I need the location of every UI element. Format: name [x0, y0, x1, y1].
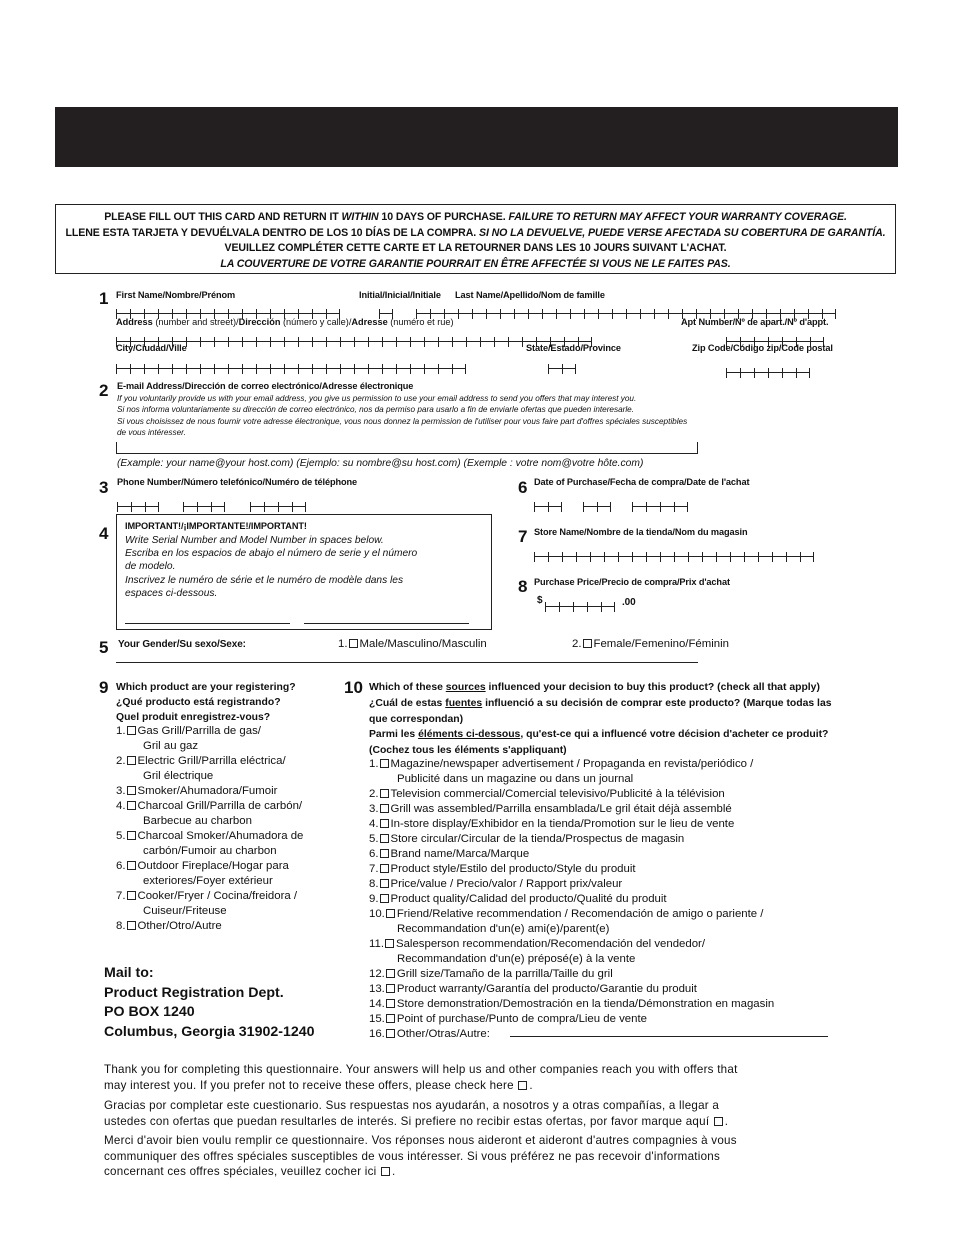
purchase-price-field[interactable]	[545, 594, 615, 607]
serial-number-field[interactable]	[125, 623, 290, 624]
first-name-field[interactable]	[116, 301, 340, 314]
header-bar	[55, 107, 898, 167]
phone-label: Phone Number/Número telefónico/Numéro de téléphone	[117, 477, 358, 487]
state-field[interactable]	[548, 356, 576, 369]
q10-checkbox[interactable]	[380, 879, 389, 888]
phone-line-field[interactable]	[250, 494, 306, 507]
q10-checkbox[interactable]	[386, 1029, 395, 1038]
q10-checkbox[interactable]	[386, 1014, 395, 1023]
important-box	[116, 514, 492, 630]
male-checkbox[interactable]	[349, 639, 358, 648]
q9-checkbox[interactable]	[127, 861, 136, 870]
email-disclaimer-fr-2: de vous intéresser.	[117, 428, 186, 437]
q9-option[interactable]: 1. Gas Grill/Parrilla de gas/	[116, 725, 261, 737]
important-title: IMPORTANT!/¡IMPORTANTE!/IMPORTANT!	[125, 521, 307, 531]
cents-label: .00	[622, 597, 636, 608]
address-field[interactable]	[116, 329, 592, 342]
section-divider	[116, 662, 698, 663]
gender-male-option[interactable]: 1. Male/Masculino/Masculin	[338, 638, 487, 650]
important-text: Write Serial Number and Model Number in spaces below. Escriba en los espacios de abajo el número de serie y el número de modelo. Inscrivez le numéro de série et le numéro de modèle dans les espaces ci-dessous.	[125, 535, 418, 599]
q10-option[interactable]: 2. Television commercial/Comercial televisivo/Publicité à la télévision	[369, 788, 725, 800]
q10-option[interactable]: 3. Grill was assembled/Parrilla ensamblada/Le gril était déjà assemblé	[369, 803, 732, 815]
mail-to-address: Mail to: Product Registration Dept. PO BOX 1240 Columbus, Georgia 31902-1240	[104, 965, 315, 1040]
initial-field[interactable]	[379, 301, 393, 314]
warranty-notice: PLEASE FILL OUT THIS CARD AND RETURN IT WITHIN 10 DAYS OF PURCHASE. FAILURE TO RETURN MAY AFFECT YOUR WARRANTY COVERAGE. LLENE ESTA TARJETA Y DEVUÉLVALA DENTRO DE LOS 10 DÍAS DE LA COMPRA. SI NO LA DEVUELVE, PUEDE VERSE AFECTADA SU COBERTURA DE GARANTÍA. VEUILLEZ COMPLÉTER CETTE CARTE ET LA RETOURNER DANS LES 10 JOURS SUIVANT L'ACHAT. LA COUVERTURE DE VOTRE GARANTIE POURRAIT EN ÊTRE AFFECTÉE SI VOUS NE LE FAITES PAS.	[55, 204, 896, 274]
email-disclaimer-fr: Si vous choisissez de nous fournir votre adresse électronique, vous nous donnez la permission de l'utiliser pour vous faire part d'offres spéciales susceptibles	[117, 417, 688, 426]
email-label: E-mail Address/Dirección de correo electrónico/Adresse électronique	[117, 381, 414, 391]
city-field[interactable]	[116, 356, 466, 369]
email-example: (Example: your name@your host.com) (Ejemplo: su nombre@su host.com) (Exemple : votre nom@votre hôte.com)	[117, 458, 644, 469]
q10-option[interactable]: 4. In-store display/Exhibidor en la tienda/Promotion sur le lieu de vente	[369, 818, 735, 830]
q10-checkbox[interactable]	[386, 999, 395, 1008]
purchase-year-field[interactable]	[632, 494, 688, 507]
q10-option[interactable]: 10. Friend/Relative recommendation / Recomendación de amigo o pariente /	[369, 908, 764, 920]
q10-checkbox[interactable]	[380, 789, 389, 798]
opt-out-checkbox-fr[interactable]	[381, 1167, 390, 1176]
zip-label: Zip Code/Código zip/Code postal	[692, 343, 833, 353]
apt-field[interactable]	[726, 329, 824, 342]
footer-french: Merci d'avoir bien voulu remplir ce questionnaire. Vos réponses nous aideront et aideront d'autres compagnies à vous communiquer des offres spéciales susceptibles de vous intéresser. Si vous préférez ne pas recevoir d'informations concernant ces offres spéciales, veuillez cocher ici .	[104, 1134, 737, 1179]
q10-checkbox[interactable]	[380, 864, 389, 873]
q10-checkbox[interactable]	[380, 819, 389, 828]
q5-number: 5	[99, 638, 109, 657]
model-number-field[interactable]	[304, 623, 469, 624]
q10-checkbox[interactable]	[380, 804, 389, 813]
q10-option[interactable]: 7. Product style/Estilo del producto/Style du produit	[369, 863, 636, 875]
gender-label: Your Gender/Su sexo/Sexe:	[118, 639, 246, 650]
store-name-label: Store Name/Nombre de la tienda/Nom du magasin	[534, 527, 748, 537]
q9-option[interactable]: 7. Cooker/Fryer / Cocina/freidora /	[116, 890, 298, 902]
q4-number: 4	[99, 524, 109, 543]
purchase-price-label: Purchase Price/Precio de compra/Prix d'achat	[534, 577, 730, 587]
q10-checkbox[interactable]	[386, 969, 395, 978]
q9-option[interactable]: 4. Charcoal Grill/Parrilla de carbón/	[116, 800, 303, 812]
state-label: State/Estado/Province	[526, 343, 621, 353]
q9-checkbox[interactable]	[127, 831, 136, 840]
address-label: Address (number and street)/Dirección (número y calle)/Adresse (numéro et rue)	[116, 317, 454, 327]
q10-title: Which of these sources influenced your decision to buy this product? (check all that apply) ¿Cuál de estas fuentes influenció a su decisión de comprar este producto? (Marque todas las que correspondan) Parmi les éléments ci-dessous, qu'est-ce qui a influencé votre décision d'acheter ce produit? (Cochez tous les éléments s'appliquant)	[369, 682, 832, 757]
q9-title: Which product are your registering? ¿Qué producto está registrando? Quel produit enregistrez-vous?	[116, 682, 296, 724]
q10-number: 10	[344, 678, 363, 697]
initial-label: Initial/Inicial/Initiale	[359, 290, 441, 300]
q9-checkbox[interactable]	[127, 921, 136, 930]
q3-number: 3	[99, 478, 109, 497]
store-name-field[interactable]	[534, 544, 814, 557]
q10-option[interactable]: 1. Magazine/newspaper advertisement / Propaganda en revista/periódico /	[369, 758, 754, 770]
first-name-label: First Name/Nombre/Prénom	[116, 290, 236, 300]
q10-checkbox[interactable]	[386, 984, 395, 993]
q9-option[interactable]: 6. Outdoor Fireplace/Hogar para	[116, 860, 289, 872]
q1-number: 1	[99, 289, 109, 308]
q2-number: 2	[99, 381, 109, 400]
q9-options: 1. Gas Grill/Parrilla de gas/ Gril au gaz 2. Electric Grill/Parrilla eléctrica/ Gril électrique 3. Smoker/Ahumadora/Fumoir 4. Charcoal Grill/Parrilla de carbón/ Barbecue au charbon 5. Charcoal Smoker/Ahumadora de carbón/Fumoir au charbon 6. Outdoor Fireplace/Hogar para exteriores/Foyer extérieur 7. Cooker/Fryer / Cocina/freidora / Cuiseur/Friteuse 8. Other/Otro/Autre	[116, 725, 304, 932]
purchase-date-label: Date of Purchase/Fecha de compra/Date de l'achat	[534, 477, 750, 487]
q10-checkbox[interactable]	[380, 759, 389, 768]
q10-option[interactable]: 5. Store circular/Circular de la tienda/Prospectus de magasin	[369, 833, 685, 845]
q10-option[interactable]: 14. Store demonstration/Demostración en la tienda/Démonstration en magasin	[369, 998, 775, 1010]
q9-option[interactable]: 2. Electric Grill/Parrilla eléctrica/	[116, 755, 286, 767]
apt-label: Apt Number/Nº de apart./Nº d'appt.	[681, 317, 829, 327]
q9-checkbox[interactable]	[127, 786, 136, 795]
q10-options: 1. Magazine/newspaper advertisement / Propaganda en revista/periódico / Publicité dans un magazine ou dans un journal 2. Television commercial/Comercial televisivo/Publicité à la télévision 3. Grill was assembled/Parrilla ensamblada/Le gril était déjà assemblé 4. In-store display/Exhibidor en la tienda/Promotion sur le lieu de vente 5. Store circular/Circular de la tienda/Prospectus de magasin 6. Brand name/Marca/Marque 7. Product style/Estilo del producto/Style du produit 8. Price/value / Precio/valor / Rapport prix/valeur 9. Product quality/Calidad del producto/Qualité du produit 10. Friend/Relative recommendation / Recomendación de amigo o pariente / Recommandation d'un(e) ami(e)/parent(e) 11. Salesperson recommendation/Recomendación del vendedor/ Recommandation d'un(e) préposé(e) à la vente 12. Grill size/Tamaño de la parrilla/Taille du gril 13. Product warranty/Garantía del producto/Garantie du produit 14. Store demonstration/Demostración en la tienda/Démonstration en magasin 15. Point of purchase/Punto de compra/Lieu de vente 16. Other/Otras/Autre:	[369, 758, 775, 1040]
footer-spanish: Gracias por completar este cuestionario. Sus respuestas nos ayudarán, a nosotros y a otras compañías, a llegar a ustedes con ofertas que puedan resultarles de interés. Si prefiere no recibir estas ofertas, por favor marque aquí .	[104, 1099, 729, 1128]
q9-checkbox[interactable]	[127, 801, 136, 810]
q8-number: 8	[518, 577, 528, 596]
footer-english: Thank you for completing this questionnaire. Your answers will help us and other companies reach you with offers that may interest you. If you prefer not to receive these offers, please check here .	[104, 1063, 738, 1092]
q10-option[interactable]: 9. Product quality/Calidad del producto/Qualité du produit	[369, 893, 667, 905]
q9-option[interactable]: 3. Smoker/Ahumadora/Fumoir	[116, 785, 278, 797]
other-sources-field[interactable]	[510, 1036, 828, 1037]
q10-checkbox[interactable]	[380, 834, 389, 843]
last-name-field[interactable]	[416, 301, 836, 314]
q10-option[interactable]: 8. Price/value / Precio/valor / Rapport prix/valeur	[369, 878, 623, 890]
city-label: City/Ciudad/Ville	[116, 343, 187, 353]
purchase-day-field[interactable]	[583, 494, 611, 507]
q10-option[interactable]: 6. Brand name/Marca/Marque	[369, 848, 530, 860]
q10-checkbox[interactable]	[380, 849, 389, 858]
gender-female-option[interactable]: 2. Female/Femenino/Féminin	[572, 638, 729, 650]
q10-option[interactable]: 16. Other/Otras/Autre:	[369, 1028, 490, 1040]
phone-area-field[interactable]	[117, 494, 159, 507]
opt-out-checkbox-en[interactable]	[518, 1081, 527, 1090]
q10-checkbox[interactable]	[380, 894, 389, 903]
q9-checkbox[interactable]	[127, 726, 136, 735]
q10-checkbox[interactable]	[386, 909, 395, 918]
q9-option[interactable]: 8. Other/Otro/Autre	[116, 920, 222, 932]
q9-checkbox[interactable]	[127, 891, 136, 900]
zip-field[interactable]	[726, 360, 810, 373]
q10-option[interactable]: 12. Grill size/Tamaño de la parrilla/Taille du gril	[369, 968, 613, 980]
q9-number: 9	[99, 678, 109, 697]
q10-option[interactable]: 11. Salesperson recommendation/Recomendación del vendedor/	[369, 938, 705, 950]
email-field[interactable]	[116, 442, 698, 454]
q10-checkbox[interactable]	[385, 939, 394, 948]
q7-number: 7	[518, 527, 528, 546]
q6-number: 6	[518, 478, 528, 497]
q9-checkbox[interactable]	[127, 756, 136, 765]
purchase-month-field[interactable]	[534, 494, 562, 507]
opt-out-checkbox-es[interactable]	[714, 1117, 723, 1126]
q10-option[interactable]: 13. Product warranty/Garantía del producto/Garantie du produit	[369, 983, 697, 995]
last-name-label: Last Name/Apellido/Nom de famille	[455, 290, 605, 300]
phone-prefix-field[interactable]	[183, 494, 225, 507]
female-checkbox[interactable]	[583, 639, 592, 648]
email-disclaimer-es: Si nos informa voluntariamente su dirección de correo electrónico, nos da permiso para usarlo a fin de enviarle ofertas que pueden interesarle.	[117, 405, 635, 414]
email-disclaimer-en: If you voluntarily provide us with your email address, you give us permission to use your email address to send you offers that may interest you.	[117, 394, 637, 403]
q9-option[interactable]: 5. Charcoal Smoker/Ahumadora de	[116, 830, 304, 842]
dollar-sign: $	[537, 595, 543, 606]
q10-option[interactable]: 15. Point of purchase/Punto de compra/Lieu de vente	[369, 1013, 647, 1025]
